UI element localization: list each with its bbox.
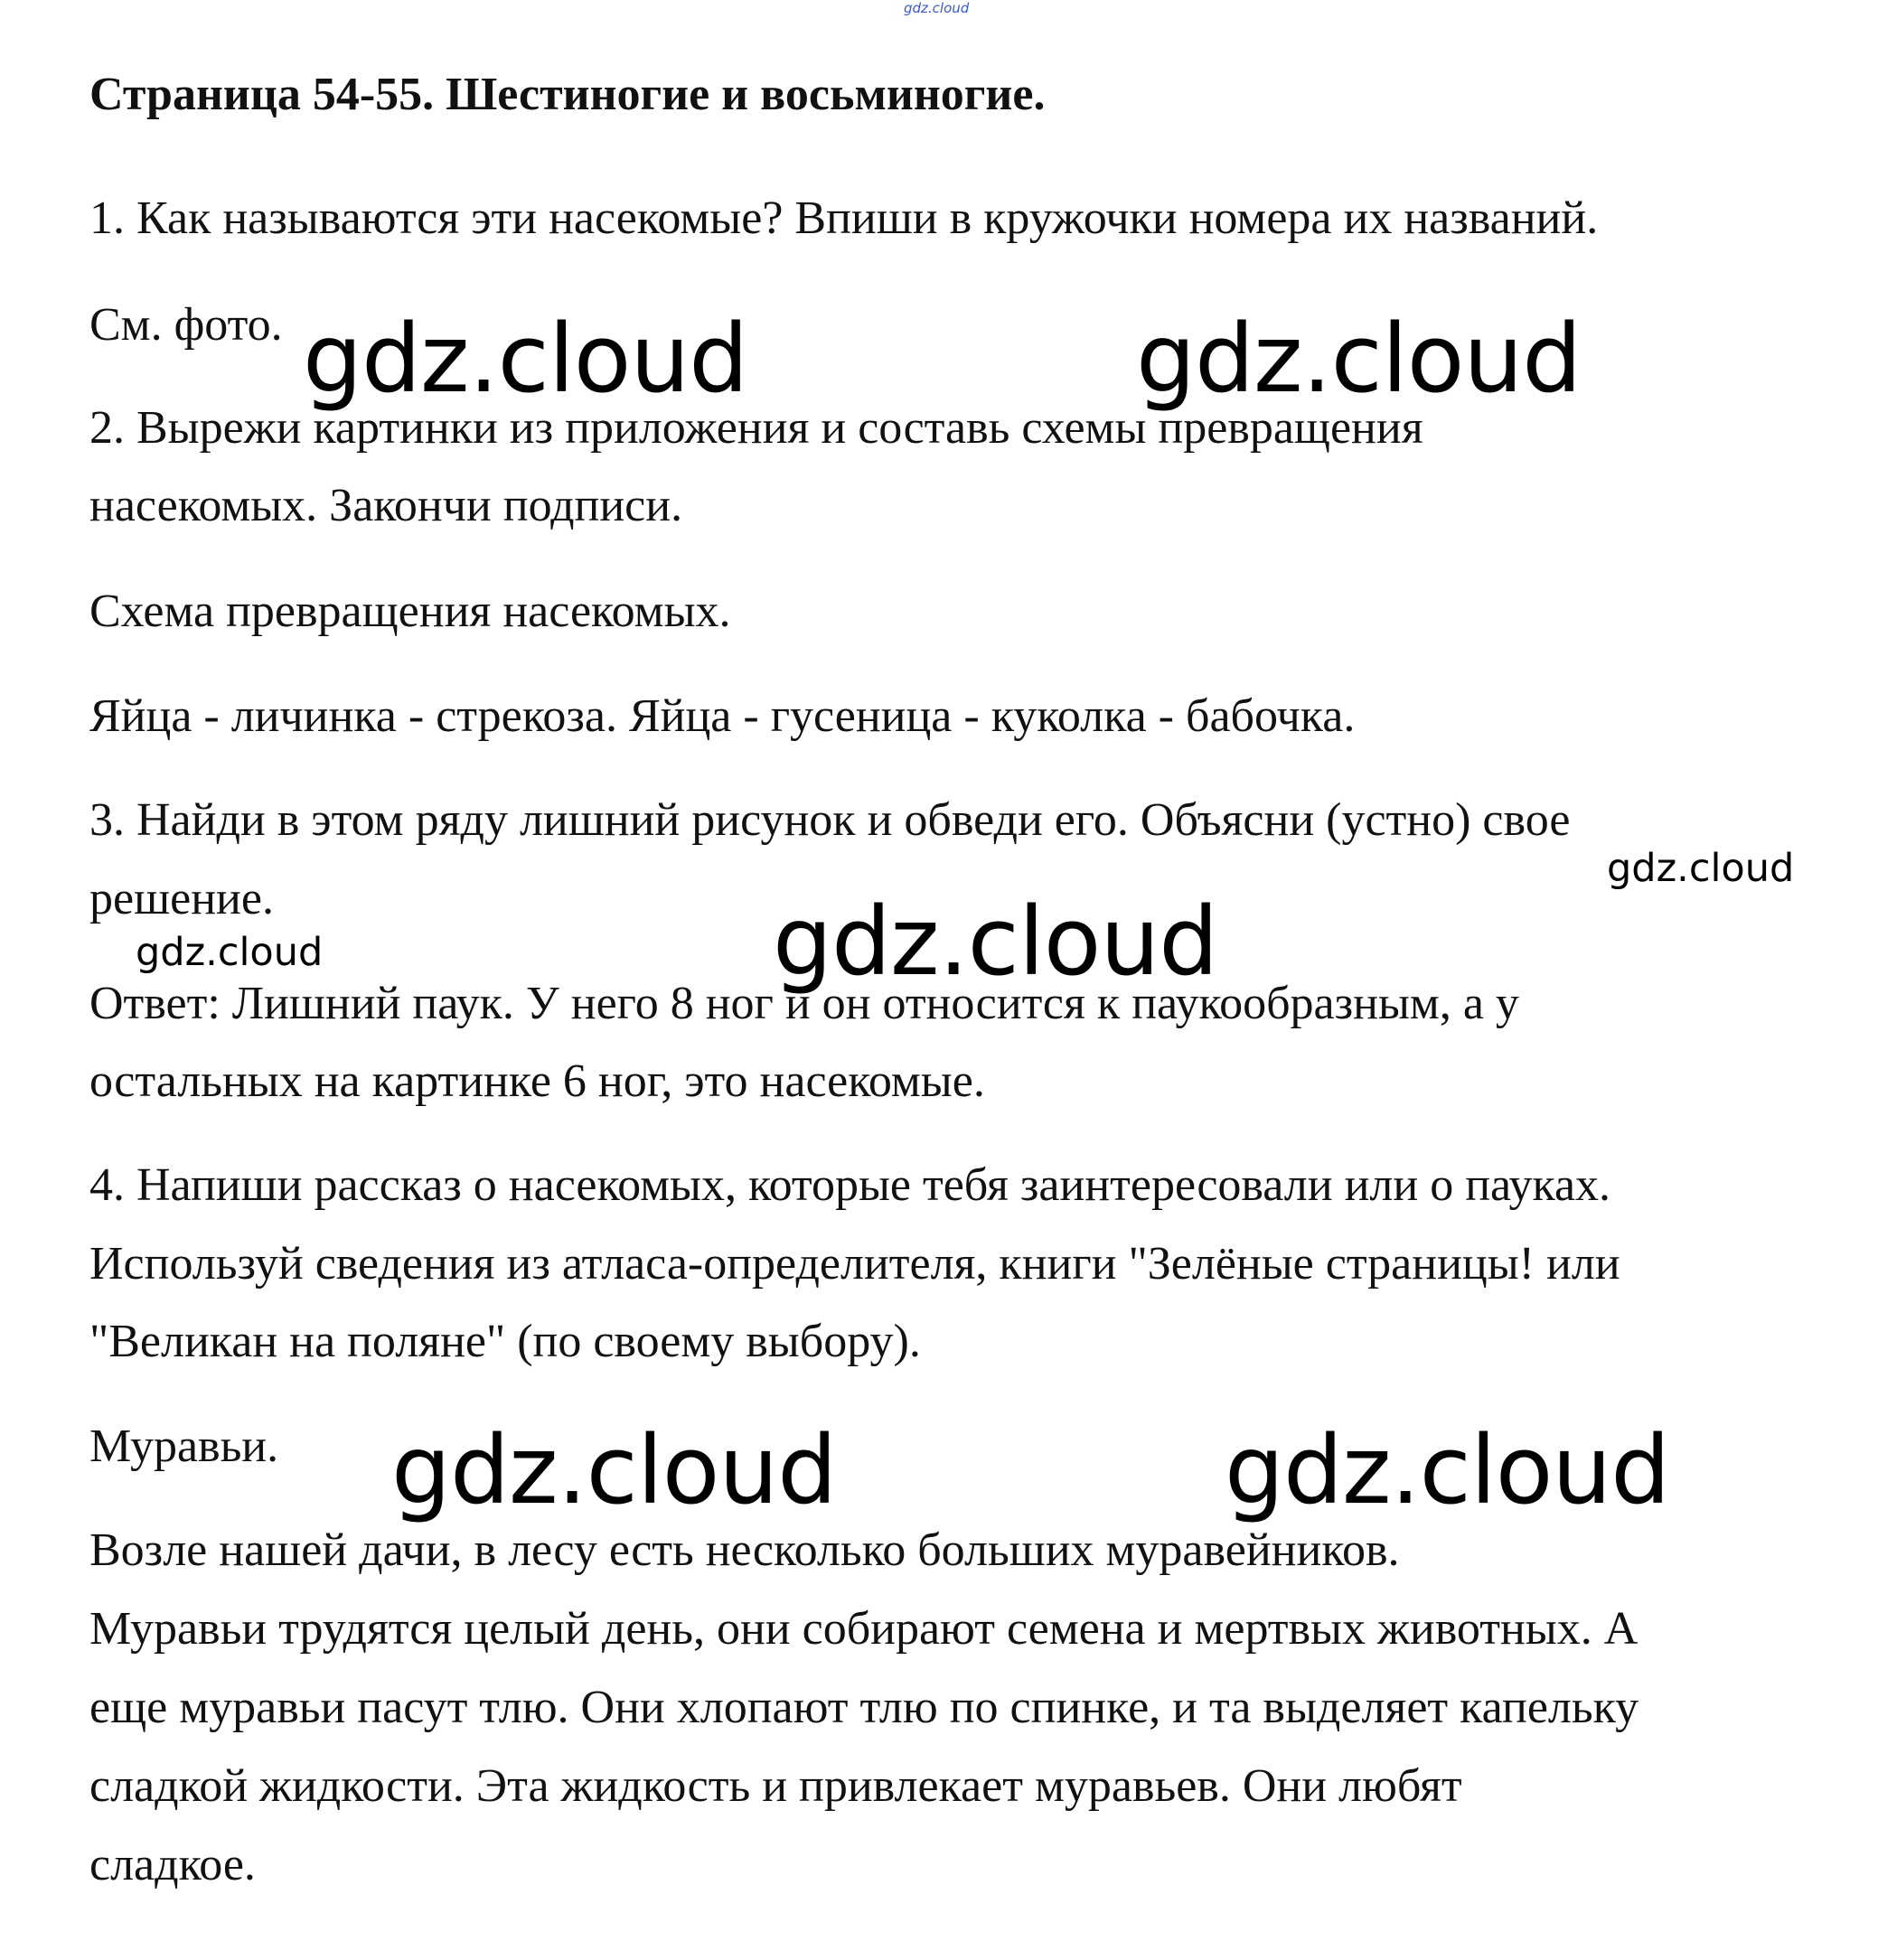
- watermark-large-5: gdz.cloud: [1225, 1415, 1670, 1525]
- task-2-answer-heading: Схема превращения насекомых.: [89, 586, 731, 637]
- watermark-small-1: gdz.cloud: [1607, 846, 1795, 891]
- watermark-large-1: gdz.cloud: [303, 304, 748, 414]
- task-4-answer-heading: Муравьи.: [89, 1421, 279, 1472]
- task-3-answer-line-2: остальных на картинке 6 ног, это насекомые.: [89, 1055, 985, 1107]
- watermark-large-2: gdz.cloud: [1136, 304, 1582, 414]
- task-4-question-line-3: "Великан на поляне" (по своему выбору).: [89, 1316, 921, 1367]
- watermark-large-3: gdz.cloud: [773, 886, 1218, 997]
- watermark-small-2: gdz.cloud: [136, 930, 324, 975]
- task-3-answer-line-1: Ответ: Лишний паук. У него 8 ног и он относится к паукообразным, а у: [89, 978, 1519, 1029]
- task-4-question-line-1: 4. Напиши рассказ о насекомых, которые тебя заинтересовали или о пауках.: [89, 1159, 1611, 1211]
- task-1-answer: См. фото.: [89, 299, 283, 351]
- top-watermark: gdz.cloud: [904, 0, 970, 16]
- page-title: Страница 54-55. Шестиногие и восьминогие.: [89, 69, 1046, 120]
- watermark-large-4: gdz.cloud: [391, 1415, 837, 1525]
- task-2-question-line-1: 2. Вырежи картинки из приложения и составь схемы превращения: [89, 402, 1423, 454]
- task-3-question-line-2: решение.: [89, 873, 274, 924]
- task-3-question-line-1: 3. Найди в этом ряду лишний рисунок и обведи его. Объясни (устно) свое: [89, 794, 1571, 846]
- task-4-answer-line-1: Возле нашей дачи, в лесу есть несколько больших муравейников.: [89, 1524, 1400, 1576]
- task-4-answer-line-5: сладкое.: [89, 1839, 256, 1890]
- task-2-answer: Яйца - личинка - стрекоза. Яйца - гусеница - куколка - бабочка.: [89, 690, 1356, 742]
- task-4-question-line-2: Используй сведения из атласа-определителя, книги "Зелёные страницы! или: [89, 1238, 1620, 1289]
- task-4-answer-line-4: сладкой жидкости. Эта жидкость и привлекает муравьев. Они любят: [89, 1760, 1462, 1812]
- task-2-question-line-2: насекомых. Закончи подписи.: [89, 480, 683, 531]
- task-1-question: 1. Как называются эти насекомые? Впиши в кружочки номера их названий.: [89, 192, 1599, 244]
- task-4-answer-line-3: еще муравьи пасут тлю. Они хлопают тлю по спинке, и та выделяет капельку: [89, 1682, 1639, 1733]
- task-4-answer-line-2: Муравьи трудятся целый день, они собирают семена и мертвых животных. А: [89, 1603, 1639, 1655]
